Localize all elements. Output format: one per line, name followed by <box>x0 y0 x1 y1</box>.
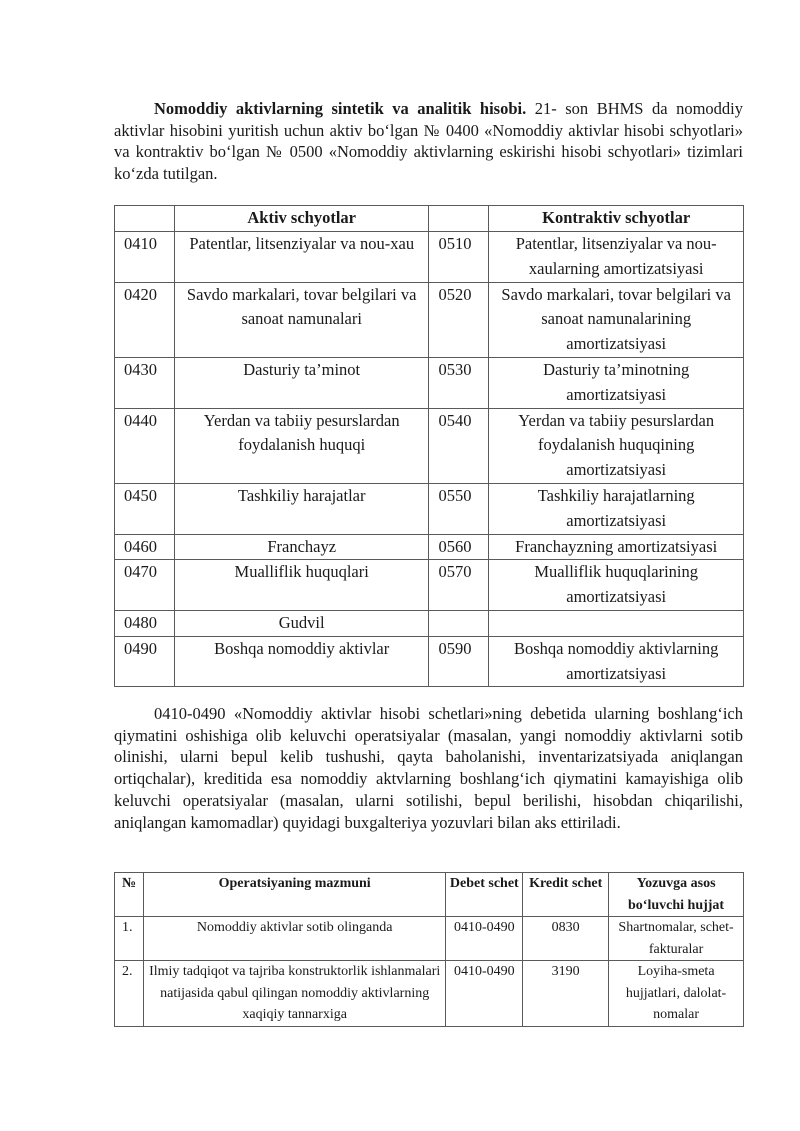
contra-account-code <box>429 610 489 636</box>
header-debit-account: Debet schet <box>446 873 523 917</box>
contra-account-name: Yerdan va tabiiy pesurslardan foydalanish huquqining amortizatsiyasi <box>489 408 744 483</box>
entry-basis: Shartnomalar, schet-fakturalar <box>609 917 744 961</box>
contra-account-code: 0520 <box>429 282 489 357</box>
body-paragraph: 0410-0490 «Nomoddiy aktivlar hisobi schetlari»ning debetida ularning boshlang‘ich qiymatini oshishiga olib keluvchi operatsiyalar (masalan, yangi nomoddiy aktivlarni sotib olinishi, ularni bepul kelib tushushi, qayta baholanishi, inventarizatsiyada aniqlangan ortiqchalar), kreditida esa nomoddiy aktvlarning boshlang‘ich qiymatini kamayishiga olib keluvchi operatsiyalar (masalan, ularni sotilishi, bepul berilishi, hisobdan chiqarilishi, aniqlangan kamomadlar) quyidagi buxgalteriya yozuvlari bilan aks ettiriladi. <box>114 704 743 832</box>
table-row <box>115 408 744 483</box>
entry-content: Ilmiy tadqiqot va tajriba konstruktorlik ishlanmalari natijasida qabul qilingan nomoddiy aktivlarning xaqiqiy tannarxiga <box>143 961 445 1027</box>
accounts-table-header <box>115 206 744 232</box>
account-code: 0410 <box>115 232 175 283</box>
entry-debit: 0410-0490 <box>446 917 523 961</box>
account-code: 0450 <box>115 483 175 534</box>
table-row <box>115 961 744 1027</box>
account-name: Patentlar, litsenziyalar va nou-xau <box>174 232 429 283</box>
accounts-table <box>114 205 744 687</box>
account-name: Yerdan va tabiiy pesurslardan foydalanish huquqi <box>174 408 429 483</box>
contra-account-name: Savdo markalari, tovar belgilari va sanoat namunalarining amortizatsiyasi <box>489 282 744 357</box>
contra-account-name: Tashkiliy harajatlarning amortizatsiyasi <box>489 483 744 534</box>
account-name: Savdo markalari, tovar belgilari va sanoat namunalari <box>174 282 429 357</box>
account-name: Franchayz <box>174 534 429 560</box>
entry-number: 2. <box>115 961 144 1027</box>
entry-credit: 0830 <box>523 917 609 961</box>
contra-account-code: 0550 <box>429 483 489 534</box>
header-active-accounts: Aktiv schyotlar <box>174 206 429 232</box>
table-row <box>115 560 744 611</box>
table-row <box>115 636 744 687</box>
table-row <box>115 232 744 283</box>
entry-number: 1. <box>115 917 144 961</box>
account-code: 0460 <box>115 534 175 560</box>
header-operation-content: Operatsiyaning mazmuni <box>143 873 445 917</box>
header-empty-code <box>115 206 175 232</box>
account-name: Dasturiy ta’minot <box>174 357 429 408</box>
header-number: № <box>115 873 144 917</box>
table-row <box>115 610 744 636</box>
account-code: 0470 <box>115 560 175 611</box>
contra-account-code: 0570 <box>429 560 489 611</box>
table-row <box>115 282 744 357</box>
entry-content: Nomoddiy aktivlar sotib olinganda <box>143 917 445 961</box>
contra-account-name <box>489 610 744 636</box>
account-code: 0440 <box>115 408 175 483</box>
entries-table <box>114 872 744 1027</box>
contra-account-name: Mualliflik huquqlarining amortizatsiyasi <box>489 560 744 611</box>
contra-account-code: 0510 <box>429 232 489 283</box>
contra-account-name: Patentlar, litsenziyalar va nou-xaularning amortizatsiyasi <box>489 232 744 283</box>
account-name: Boshqa nomoddiy aktivlar <box>174 636 429 687</box>
contra-account-code: 0590 <box>429 636 489 687</box>
account-code: 0420 <box>115 282 175 357</box>
header-contra-accounts: Kontraktiv schyotlar <box>489 206 744 232</box>
entry-credit: 3190 <box>523 961 609 1027</box>
table-row <box>115 917 744 961</box>
contra-account-code: 0530 <box>429 357 489 408</box>
account-code: 0490 <box>115 636 175 687</box>
header-basis-document: Yozuvga asos bo‘luvchi hujjat <box>609 873 744 917</box>
contra-account-code: 0540 <box>429 408 489 483</box>
intro-heading: Nomoddiy aktivlarning sintetik va analitik hisobi. <box>154 99 527 118</box>
contra-account-name: Boshqa nomoddiy aktivlarning amortizatsiyasi <box>489 636 744 687</box>
entry-basis: Loyiha-smeta hujjatlari, dalolat-nomalar <box>609 961 744 1027</box>
table-row <box>115 483 744 534</box>
contra-account-name: Dasturiy ta’minotning amortizatsiyasi <box>489 357 744 408</box>
account-name: Mualliflik huquqlari <box>174 560 429 611</box>
contra-account-name: Franchayzning amortizatsiyasi <box>489 534 744 560</box>
account-name: Gudvil <box>174 610 429 636</box>
entry-debit: 0410-0490 <box>446 961 523 1027</box>
header-empty-contra-code <box>429 206 489 232</box>
intro-paragraph <box>114 98 743 185</box>
table-row <box>115 534 744 560</box>
account-code: 0430 <box>115 357 175 408</box>
contra-account-code: 0560 <box>429 534 489 560</box>
header-credit-account: Kredit schet <box>523 873 609 917</box>
entries-table-header <box>115 873 744 917</box>
table-row <box>115 357 744 408</box>
account-name: Tashkiliy harajatlar <box>174 483 429 534</box>
intro-text: 21- son BHMS da nomoddiy aktivlar hisobini yuritish uchun aktiv bo‘lgan № 0400 «Nomoddiy aktivlar hisobi schyotlari» va kontraktiv bo‘lgan № 0500 «Nomoddiy aktivlarning eskirishi hisobi schyotlari» tizimlari ko‘zda tutilgan. <box>114 99 743 184</box>
account-code: 0480 <box>115 610 175 636</box>
